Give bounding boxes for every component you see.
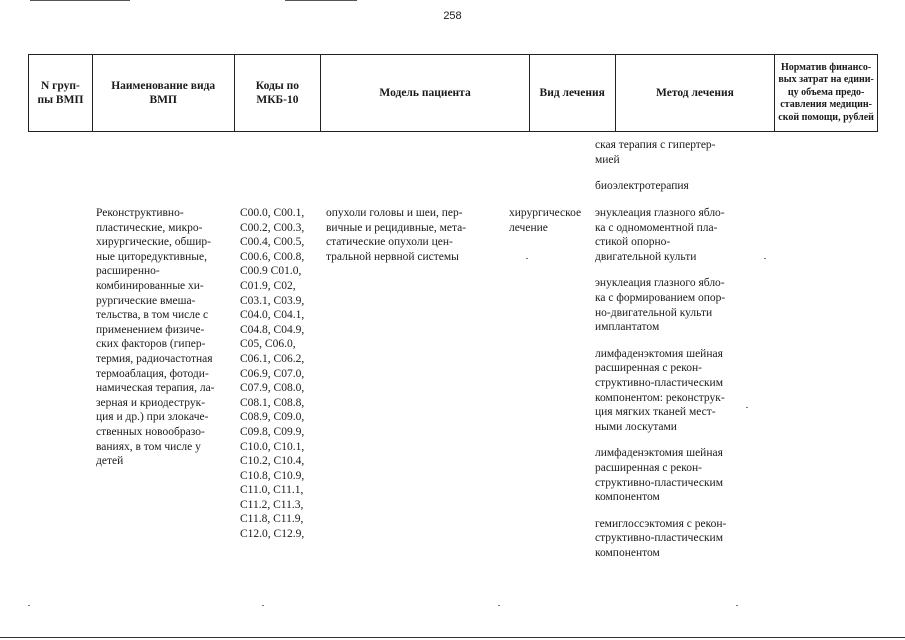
text-line: ными лоскутами	[595, 420, 677, 433]
text-line: статические опухоли цен-	[326, 236, 453, 249]
text-line: C10.0, C10.1,	[240, 440, 305, 453]
text-line: C00.4, C00.5,	[240, 236, 305, 249]
text-line: расширенная с рекон-	[595, 461, 702, 474]
text-line: расширенная с рекон-	[595, 362, 702, 375]
text-line: МКБ-10	[256, 94, 299, 106]
text-line: энуклеация глазного ябло-	[595, 207, 725, 219]
scan-speck	[746, 407, 748, 408]
text-lines	[240, 206, 326, 542]
text-line: структивно-пластическим	[595, 532, 723, 545]
text-line: но-двигательной культи	[595, 306, 713, 319]
top-rule-left	[30, 0, 130, 1]
top-rule-right	[285, 0, 357, 1]
text-line: зерная и криодеструк-	[96, 396, 206, 409]
text-lines	[595, 517, 755, 561]
text-line: хирургическое	[509, 207, 582, 219]
text-line: компонентом: реконструк-	[595, 391, 725, 404]
header-treatment	[530, 55, 616, 131]
text-line: ваниях, в том числе у	[96, 440, 201, 453]
text-line: Модель пациента	[379, 87, 471, 99]
text-line: вичные и рецидивные, мета-	[326, 221, 467, 234]
header-model	[321, 55, 530, 131]
text-line: ные циторедуктивные,	[96, 250, 208, 263]
method-item	[595, 138, 755, 167]
text-line: C06.1, C06.2,	[240, 352, 305, 365]
text-line: имплантатом	[595, 321, 660, 334]
text-lines	[509, 206, 594, 235]
text-line: C01.9, C02,	[240, 279, 296, 292]
text-line: C00.6, C00.8,	[240, 250, 305, 263]
method-item	[595, 179, 755, 194]
text-lines	[656, 86, 734, 100]
text-line: намическая терапия, ла-	[96, 382, 215, 395]
text-line: детей	[96, 455, 124, 468]
text-line: C07.9, C08.0,	[240, 382, 305, 395]
text-line: C08.1, C08.8,	[240, 396, 305, 409]
text-line: N груп-	[41, 80, 80, 92]
text-line: ская терапия с гипертер-	[595, 139, 716, 151]
treatment-type-cell	[509, 206, 594, 235]
text-line: вых затрат на едини-	[778, 74, 874, 86]
scan-speck	[498, 605, 500, 606]
text-line: хирургические, обшир-	[96, 236, 211, 249]
text-lines	[778, 62, 874, 125]
text-lines	[256, 79, 299, 107]
bottom-rule	[0, 637, 905, 638]
text-line: C08.9, C09.0,	[240, 411, 305, 424]
text-line: пы ВМП	[37, 94, 84, 106]
text-line: ской помощи, рублей	[778, 111, 874, 123]
text-line: C04.0, C04.1,	[240, 309, 305, 322]
treatment-methods-cell	[595, 206, 755, 572]
method-item	[595, 446, 755, 504]
text-line: двигательной культи	[595, 250, 697, 263]
text-line: C10.2, C10.4,	[240, 455, 305, 468]
scan-speck	[764, 258, 766, 259]
text-line: Норматив финансо-	[780, 61, 872, 73]
method-item	[595, 276, 755, 334]
text-line: Наименование вида	[111, 80, 216, 92]
text-line: Вид лечения	[539, 87, 605, 99]
text-line: термоаблация, фотоди-	[96, 367, 209, 380]
text-line: C05, C06.0,	[240, 338, 296, 351]
text-line: тельства, в том числе с	[96, 309, 209, 322]
text-line: лимфаденэктомия шейная	[595, 447, 723, 460]
text-line: опухоли головы и шеи, пер-	[326, 207, 463, 219]
text-line: Реконструктивно-	[96, 207, 184, 219]
text-line: применением физиче-	[96, 323, 205, 336]
text-line: C10.8, C10.9,	[240, 469, 305, 482]
text-line: гемиглоссэктомия с рекон-	[595, 517, 727, 530]
text-line: лимфаденэктомия шейная	[595, 347, 723, 360]
text-line: ВМП	[149, 94, 177, 106]
scan-speck	[28, 605, 30, 606]
text-lines	[540, 86, 605, 100]
method-item	[595, 347, 755, 435]
text-line: расширенно-	[96, 265, 160, 278]
text-line: пластические, микро-	[96, 221, 203, 234]
text-lines	[595, 138, 755, 167]
text-line: C04.8, C04.9,	[240, 323, 305, 336]
text-line: C11.0, C11.1,	[240, 484, 304, 497]
text-lines	[595, 276, 755, 334]
text-line: ка с одномоментной пла-	[595, 221, 718, 234]
text-line: рургические вмеша-	[96, 294, 196, 307]
method-item	[595, 517, 755, 561]
text-lines	[326, 206, 506, 264]
icd-codes-cell	[240, 206, 326, 542]
header-codes	[235, 55, 322, 131]
text-line: лечение	[509, 221, 548, 234]
text-lines	[111, 79, 215, 107]
text-line: Метод лечения	[656, 87, 734, 99]
header-name	[93, 55, 235, 131]
text-line: ственных новообразо-	[96, 425, 205, 438]
text-line: C03.1, C03.9,	[240, 294, 305, 307]
text-line: структивно-пластическим	[595, 476, 723, 489]
header-group	[29, 55, 93, 131]
text-line: C11.2, C11.3,	[240, 498, 304, 511]
text-lines	[595, 206, 755, 264]
text-line: ских факторов (гипер-	[96, 338, 206, 351]
text-line: C00.2, C00.3,	[240, 221, 305, 234]
text-lines	[595, 347, 755, 435]
patient-model-cell	[326, 206, 506, 264]
text-line: энуклеация глазного ябло-	[595, 277, 725, 290]
text-line: компонентом	[595, 546, 660, 559]
text-line: C11.8, C11.9,	[240, 513, 304, 526]
text-line: цу объема предо-	[787, 86, 865, 98]
text-line: мией	[595, 153, 620, 166]
text-lines	[96, 206, 236, 469]
text-line: C06.9, C07.0,	[240, 367, 305, 380]
text-line: биоэлектротерапия	[595, 180, 689, 193]
text-lines	[595, 446, 755, 504]
text-line: C12.0, C12.9,	[240, 528, 305, 541]
text-line: ция мягких тканей мест-	[595, 406, 716, 419]
text-line: C09.8, C09.9,	[240, 425, 305, 438]
text-line: ка с формированием опор-	[595, 291, 726, 304]
scan-speck	[736, 605, 738, 606]
text-line: компонентом	[595, 491, 660, 504]
continuation-methods	[595, 138, 755, 206]
method-item	[595, 206, 755, 264]
text-line: Коды по	[255, 80, 300, 92]
text-line: ставления медицин-	[780, 99, 872, 111]
header-norm	[775, 55, 877, 131]
text-line: комбинированные хи-	[96, 279, 204, 292]
header-method	[616, 55, 776, 131]
text-line: ция и др.) при злокаче-	[96, 411, 209, 424]
vmp-name-cell	[96, 206, 236, 469]
page-number: 258	[443, 10, 462, 22]
text-lines	[37, 79, 83, 107]
text-line: стикой опорно-	[595, 236, 671, 249]
text-lines	[379, 86, 470, 100]
scan-speck	[526, 258, 528, 259]
text-line: термия, радиочастотная	[96, 352, 213, 365]
table-header	[28, 54, 878, 132]
text-lines	[595, 179, 755, 194]
text-line: C00.9 C01.0,	[240, 265, 302, 278]
text-line: тральной нервной системы	[326, 250, 459, 263]
text-line: C00.0, C00.1,	[240, 207, 305, 219]
text-line: структивно-пластическим	[595, 376, 723, 389]
scan-speck	[262, 605, 264, 606]
